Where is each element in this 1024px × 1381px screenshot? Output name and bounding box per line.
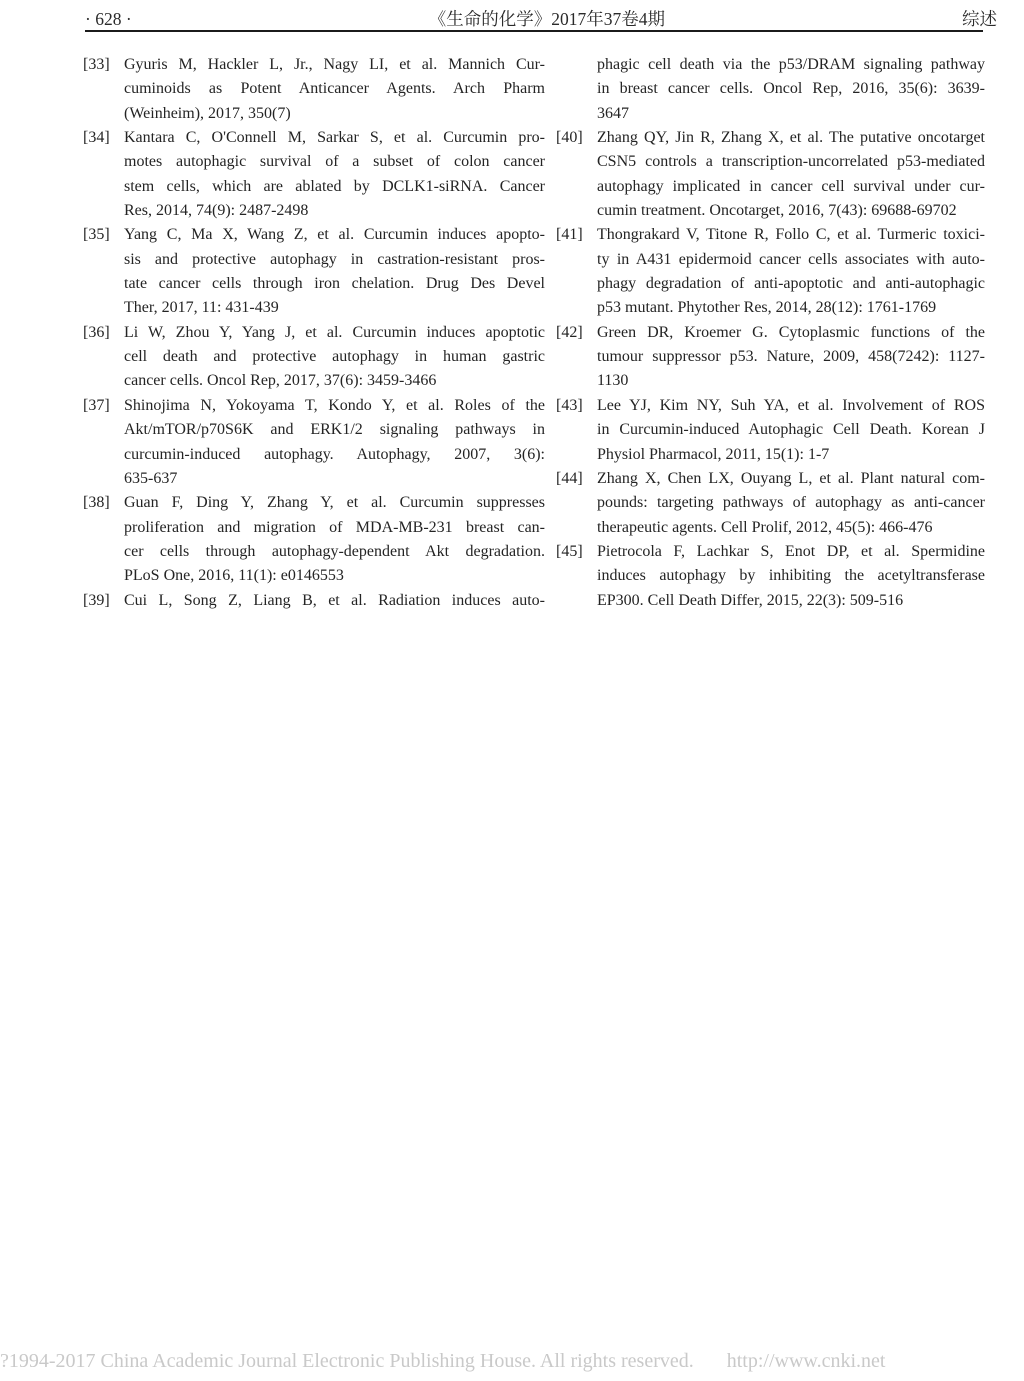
reference-line: phagy degradation of anti-apoptotic and anti-autophagic [597, 275, 985, 293]
references-right-column [556, 53, 985, 613]
reference-line: Physiol Pharmacol, 2011, 15(1): 1-7 [597, 445, 830, 463]
reference-line: 3647 [597, 104, 629, 122]
reference-item [556, 394, 985, 467]
reference-line: therapeutic agents. Cell Prolif, 2012, 45(5): 466-476 [597, 518, 933, 536]
reference-line: Guan F, Ding Y, Zhang Y, et al. Curcumin suppresses [124, 494, 545, 512]
reference-line: 635-637 [124, 469, 178, 487]
reference-number: [42] [556, 323, 583, 341]
reference-item [83, 589, 545, 613]
reference-line: pounds: targeting pathways of autophagy as anti-cancer [597, 494, 985, 512]
reference-line: Zhang X, Chen LX, Ouyang L, et al. Plant natural com- [597, 469, 985, 487]
journal-issue-label: 《生命的化学》2017年37卷4期 [428, 9, 665, 29]
reference-item [83, 223, 545, 320]
copyright-notice: ?1994-2017 China Academic Journal Electronic Publishing House. All rights reserved. [0, 1350, 694, 1372]
reference-line: curcumin-induced autophagy. Autophagy, 2007, 3(6): [124, 445, 545, 463]
reference-line: PLoS One, 2016, 11(1): e0146553 [124, 567, 344, 585]
page-header [85, 6, 997, 31]
reference-line: induces autophagy by inhibiting the acetyltransferase [597, 567, 985, 585]
reference-number: [33] [83, 56, 110, 73]
reference-number: [36] [83, 323, 110, 341]
reference-line: p53 mutant. Phytother Res, 2014, 28(12): 1761-1769 [597, 299, 937, 317]
reference-number: [38] [83, 494, 110, 512]
references-left-column [83, 53, 545, 613]
reference-line: in Curcumin-induced Autophagic Cell Death. Korean J [597, 421, 985, 439]
reference-line: Ther, 2017, 11: 431-439 [124, 299, 279, 317]
reference-item [83, 53, 545, 126]
reference-line: CSN5 controls a transcription-uncorrelated p53-mediated [597, 153, 985, 171]
reference-number: [34] [83, 129, 110, 147]
reference-line: Thongrakard V, Titone R, Follo C, et al. Turmeric toxici- [597, 226, 985, 244]
header-divider [85, 30, 983, 32]
reference-item [83, 394, 545, 491]
reference-line: Kantara C, O'Connell M, Sarkar S, et al. Curcumin pro- [124, 129, 545, 147]
reference-line: cancer cells. Oncol Rep, 2017, 37(6): 3459-3466 [124, 372, 437, 390]
reference-number: [41] [556, 226, 583, 244]
reference-line: sis and protective autophagy in castration-resistant pros- [124, 250, 545, 268]
reference-line: 1130 [597, 372, 629, 390]
reference-line: Lee YJ, Kim NY, Suh YA, et al. Involvement of ROS [597, 396, 985, 414]
reference-item [556, 540, 985, 613]
section-label: 综述 [962, 9, 997, 29]
reference-item [556, 467, 985, 540]
reference-number: [35] [83, 226, 110, 244]
reference-line: Yang C, Ma X, Wang Z, et al. Curcumin induces apopto- [124, 226, 545, 244]
reference-item [83, 491, 545, 588]
reference-line: Shinojima N, Yokoyama T, Kondo Y, et al. Roles of the [124, 396, 545, 414]
reference-line: proliferation and migration of MDA-MB-231 breast can- [124, 518, 545, 536]
reference-line: tumour suppressor p53. Nature, 2009, 458(7242): 1127- [597, 348, 985, 366]
reference-number: [44] [556, 469, 583, 487]
reference-item [556, 126, 985, 223]
reference-line: Green DR, Kroemer G. Cytoplasmic functions of the [597, 323, 985, 341]
reference-line: Res, 2014, 74(9): 2487-2498 [124, 202, 309, 220]
reference-line: Gyuris M, Hackler L, Jr., Nagy LI, et al. Mannich Cur- [124, 56, 545, 73]
reference-line: cumin treatment. Oncotarget, 2016, 7(43): 69688-69702 [597, 202, 957, 220]
reference-line: stem cells, which are ablated by DCLK1-siRNA. Cancer [124, 177, 545, 195]
reference-line: autophagy implicated in cancer cell survival under cur- [597, 177, 985, 195]
cnki-url: http://www.cnki.net [726, 1350, 886, 1372]
reference-number: [43] [556, 396, 583, 414]
reference-number: [37] [83, 396, 110, 414]
reference-line: Li W, Zhou Y, Yang J, et al. Curcumin induces apoptotic [124, 323, 545, 341]
reference-line: cer cells through autophagy-dependent Akt degradation. [124, 542, 545, 560]
reference-line: EP300. Cell Death Differ, 2015, 22(3): 509-516 [597, 591, 904, 609]
watermark-footer [0, 1350, 1024, 1373]
reference-line: (Weinheim), 2017, 350(7) [124, 104, 291, 122]
reference-item [83, 126, 545, 223]
reference-continuation [556, 53, 985, 126]
reference-line: Zhang QY, Jin R, Zhang X, et al. The putative oncotarget [597, 129, 985, 147]
reference-number: [40] [556, 129, 583, 147]
reference-line: Akt/mTOR/p70S6K and ERK1/2 signaling pathways in [124, 421, 545, 439]
reference-line: ty in A431 epidermoid cancer cells associates with auto- [597, 250, 985, 268]
reference-line: Pietrocola F, Lachkar S, Enot DP, et al. Spermidine [597, 542, 985, 560]
reference-line: Cui L, Song Z, Liang B, et al. Radiation induces auto- [124, 591, 545, 609]
page-number: · 628 · [85, 9, 132, 29]
reference-item [83, 321, 545, 394]
reference-line: phagic cell death via the p53/DRAM signaling pathway [597, 56, 985, 73]
reference-item [556, 321, 985, 394]
reference-line: tate cancer cells through iron chelation. Drug Des Devel [124, 275, 545, 293]
reference-line: cuminoids as Potent Anticancer Agents. Arch Pharm [124, 80, 545, 98]
reference-line: cell death and protective autophagy in human gastric [124, 348, 545, 366]
reference-number: [45] [556, 542, 583, 560]
reference-item [556, 223, 985, 320]
reference-number: [39] [83, 591, 110, 609]
reference-line: motes autophagic survival of a subset of colon cancer [124, 153, 545, 171]
reference-line: in breast cancer cells. Oncol Rep, 2016, 35(6): 3639- [597, 80, 985, 98]
